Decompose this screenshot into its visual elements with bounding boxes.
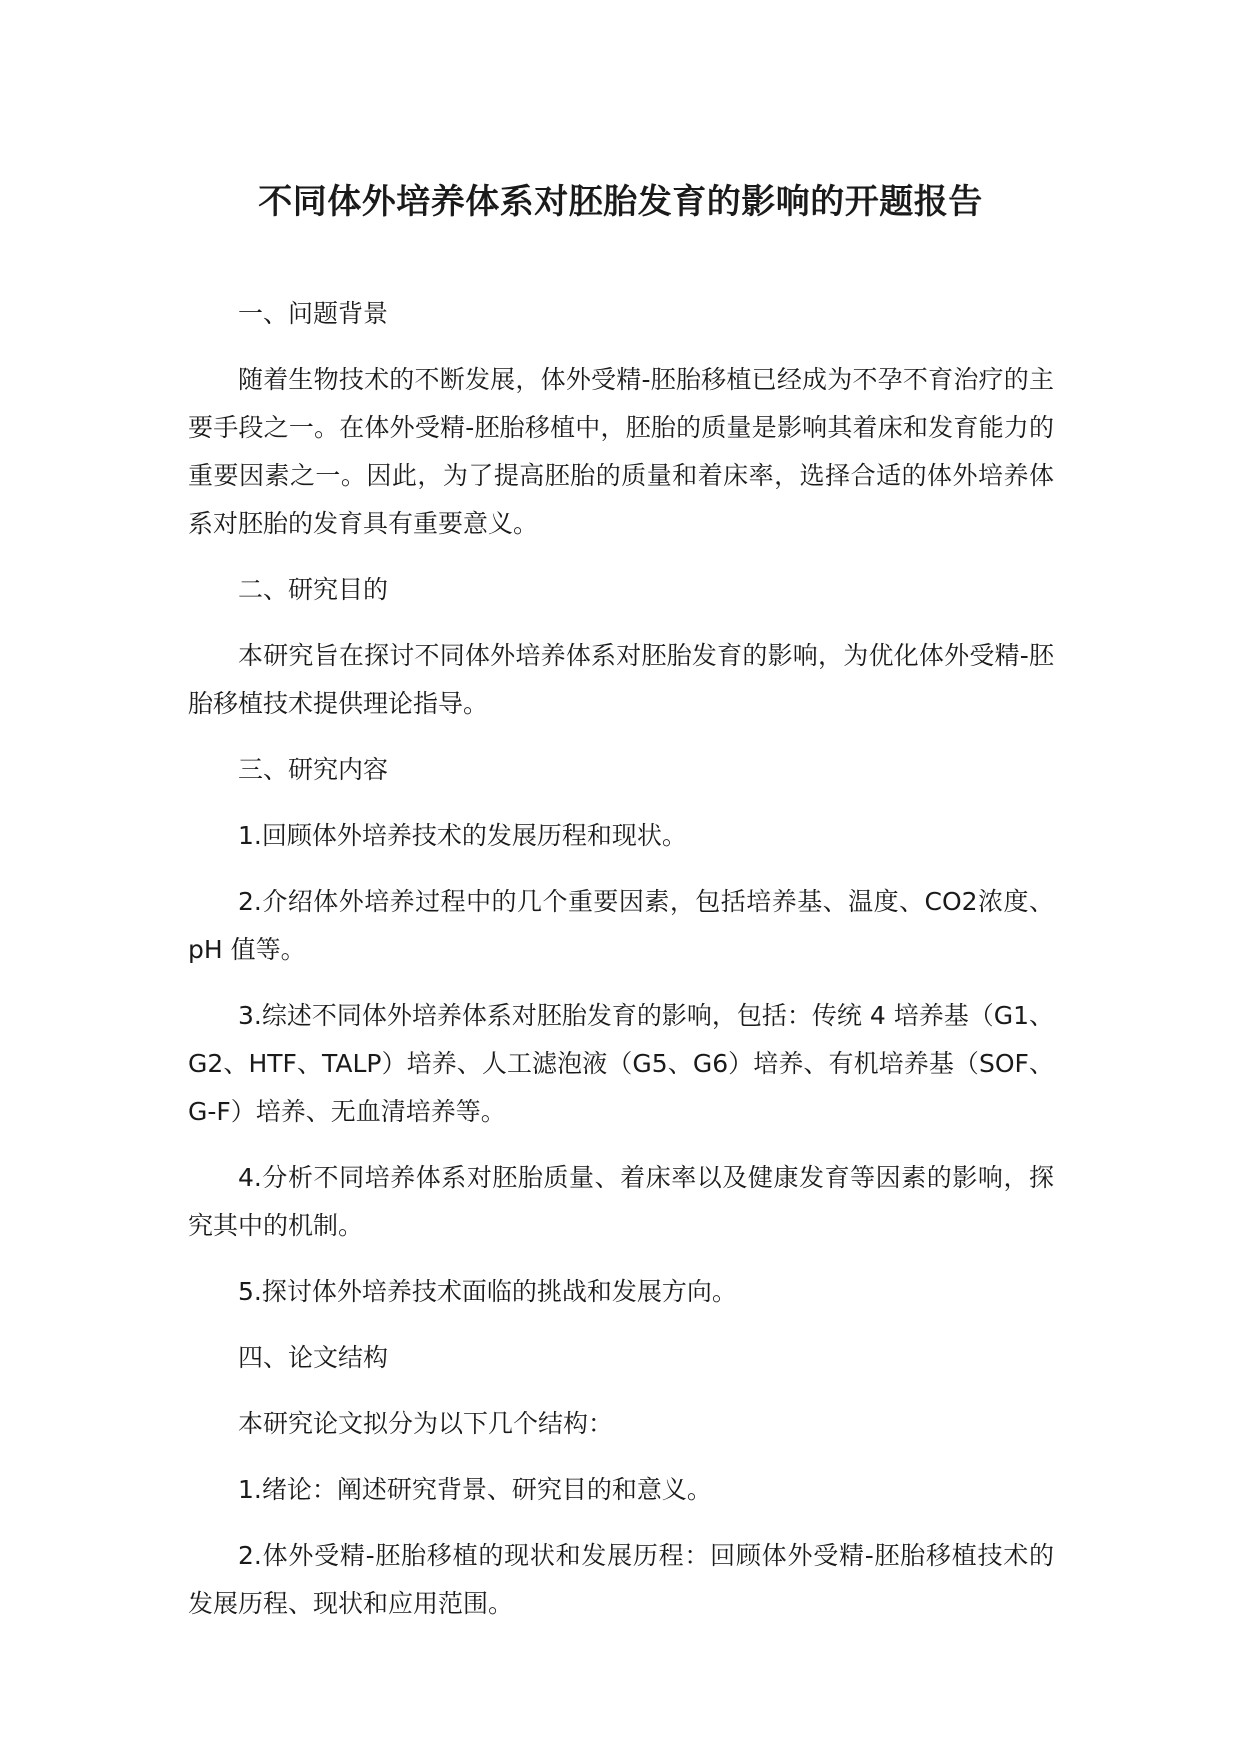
content-item-1: 1.回顾体外培养技术的发展历程和现状。	[238, 821, 687, 850]
purpose-paragraph: 本研究旨在探讨不同体外培养体系对胚胎发育的影响，为优化体外受精-胚胎移植技术提供理论指导。	[188, 641, 1054, 718]
background-paragraph: 随着生物技术的不断发展，体外受精-胚胎移植已经成为不孕不育治疗的主要手段之一。在体外受精-胚胎移植中，胚胎的质量是影响其着床和发育能力的重要因素之一。因此，为了提高胚胎的质量和着床率，选择合适的体外培养体系对胚胎的发育具有重要意义。	[188, 365, 1054, 538]
content-item-4: 4.分析不同培养体系对胚胎质量、着床率以及健康发育等因素的影响，探究其中的机制。	[188, 1163, 1054, 1240]
document-title: 不同体外培养体系对胚胎发育的影响的开题报告	[258, 182, 983, 222]
section-heading-content: 三、研究内容	[238, 755, 389, 784]
structure-item-1: 1.绪论：阐述研究背景、研究目的和意义。	[238, 1475, 712, 1504]
content-item-2: 2.介绍体外培养过程中的几个重要因素，包括培养基、温度、CO2浓度、pH 值等。	[188, 887, 1054, 964]
section-heading-structure: 四、论文结构	[238, 1343, 389, 1372]
structure-intro: 本研究论文拟分为以下几个结构：	[238, 1409, 614, 1438]
document-body	[188, 290, 1054, 1646]
content-item-3: 3.综述不同体外培养体系对胚胎发育的影响，包括：传统 4 培养基（G1、G2、HTF、TALP）培养、人工滤泡液（G5、G6）培养、有机培养基（SOF、G-F）培养、无血清培养等。	[188, 1001, 1054, 1126]
section-heading-purpose: 二、研究目的	[238, 575, 389, 604]
structure-item-2: 2.体外受精-胚胎移植的现状和发展历程：回顾体外受精-胚胎移植技术的发展历程、现状和应用范围。	[188, 1541, 1054, 1618]
section-heading-background: 一、问题背景	[238, 299, 389, 328]
content-item-5: 5.探讨体外培养技术面临的挑战和发展方向。	[238, 1277, 737, 1306]
